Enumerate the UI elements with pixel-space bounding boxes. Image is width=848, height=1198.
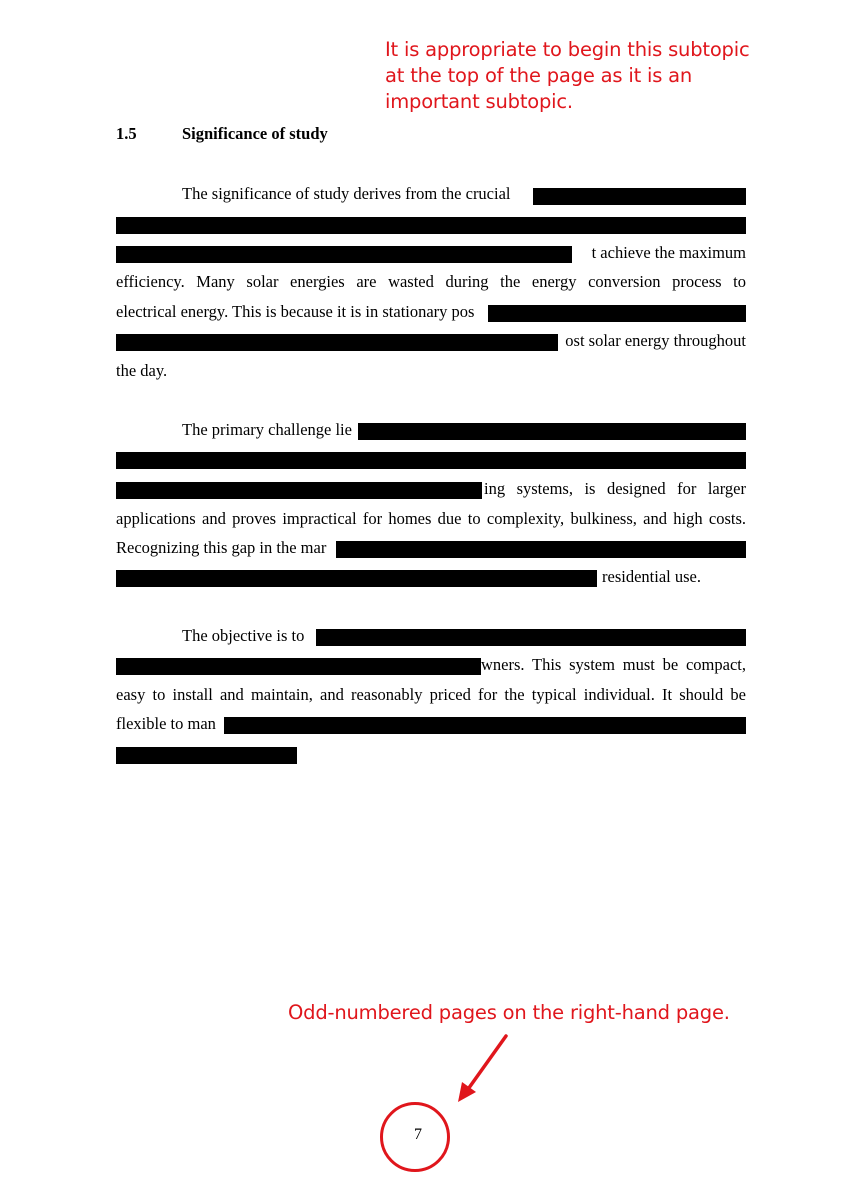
redaction-block — [336, 541, 746, 558]
redaction-block — [116, 246, 572, 263]
redaction-block — [116, 482, 482, 499]
section-number: 1.5 — [116, 124, 137, 143]
paragraph-line: easy to install and maintain, and reasonably priced for the typical individual. It should be — [116, 685, 746, 704]
paragraph-text: flexible to man — [116, 714, 216, 733]
paragraph-line — [572, 242, 746, 264]
paragraph-text: residential use. — [602, 567, 701, 586]
redaction-block — [116, 747, 297, 764]
paragraph-text: t achieve the maximum — [591, 243, 746, 262]
redaction-block — [116, 658, 481, 675]
paragraph-text: electrical energy. This is because it is in stationary pos — [116, 302, 475, 321]
section-title: Significance of study — [182, 124, 328, 143]
paragraph-line — [602, 566, 742, 588]
paragraph-text: ost solar energy throughout — [565, 331, 746, 350]
redaction-block — [488, 305, 746, 322]
paragraph-line: applications and proves impractical for homes due to complexity, bulkiness, and high costs. — [116, 509, 746, 528]
paragraph-text: The significance of study derives from the crucial — [182, 184, 511, 203]
arrow-icon — [440, 1030, 520, 1110]
redaction-block — [533, 188, 746, 205]
annotation-top-note: It is appropriate to begin this subtopic at the top of the page as it is an important subtopic. — [385, 38, 750, 113]
redaction-block — [116, 334, 558, 351]
redaction-block — [116, 570, 597, 587]
redaction-block — [116, 217, 746, 234]
paragraph-text: The primary challenge lie — [182, 420, 352, 439]
redaction-block — [116, 452, 746, 469]
redaction-block — [316, 629, 746, 646]
paragraph-line: efficiency. Many solar energies are wasted during the energy conversion process to — [116, 272, 746, 291]
redaction-block — [224, 717, 746, 734]
redaction-block — [358, 423, 746, 440]
paragraph-line — [558, 330, 746, 352]
page-number: 7 — [414, 1126, 422, 1143]
paragraph-line: wners. This system must be compact, — [481, 655, 746, 674]
paragraph-text: Recognizing this gap in the mar — [116, 538, 327, 557]
paragraph-line: the day. — [116, 361, 168, 380]
annotation-bottom-note: Odd-numbered pages on the right-hand page. — [288, 1001, 730, 1024]
paragraph-line: ing systems, is designed for larger — [484, 479, 746, 498]
paragraph-text: The objective is to — [182, 626, 305, 645]
